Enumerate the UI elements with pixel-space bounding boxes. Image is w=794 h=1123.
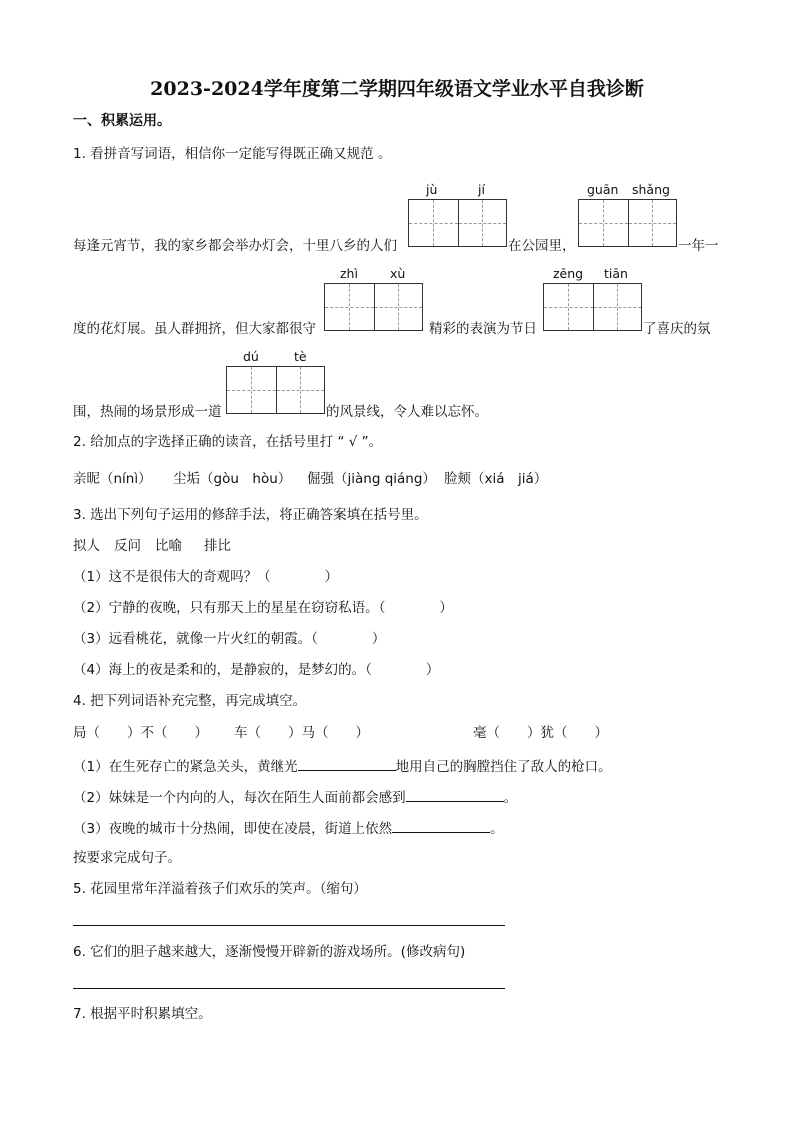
q1-text: 了喜庆的氛 <box>643 321 711 337</box>
answer-line[interactable] <box>73 925 505 926</box>
q3-prompt: 3. 选出下列句子运用的修辞手法，将正确答案填在括号里。 <box>73 507 428 523</box>
q7-prompt: 7. 根据平时积累填空。 <box>73 1006 212 1022</box>
section-heading: 一、积累运用。 <box>73 113 171 129</box>
pinyin-label: jí <box>478 182 485 197</box>
q2-item[interactable]: 脸颊（xiá jiá） <box>444 471 548 487</box>
q2-item[interactable]: 倔强（jiàng qiáng） <box>307 471 436 487</box>
q4-idiom[interactable]: 车（ ）马（ ） <box>234 725 369 741</box>
q4-item-text: （1）在生死存亡的紧急关头，黄继光 <box>73 759 298 775</box>
q1-prompt: 1. 看拼音写词语，相信你一定能写得既正确又规范 。 <box>73 146 392 162</box>
instruction-note: 按要求完成句子。 <box>73 850 181 866</box>
q3-item[interactable]: （4）海上的夜是柔和的，是静寂的，是梦幻的。（ ） <box>73 662 440 678</box>
writing-grid-5[interactable] <box>226 366 325 414</box>
pinyin-label: tè <box>294 349 307 364</box>
q1-text: 一年一 <box>678 238 719 254</box>
q3-item[interactable]: （1）这不是很伟大的奇观吗？（ ） <box>73 569 339 585</box>
q4-item-text: 。 <box>503 790 518 806</box>
q4-idiom[interactable]: 毫（ ）犹（ ） <box>473 725 608 741</box>
q4-item-text: （3）夜晚的城市十分热闹，即使在凌晨，街道上依然 <box>73 821 393 837</box>
q4-item <box>73 818 504 838</box>
q4-prompt: 4. 把下列词语补充完整，再完成填空。 <box>73 693 307 709</box>
q3-option: 拟人 <box>73 538 100 554</box>
q3-option: 比喻 <box>155 538 182 554</box>
q3-option: 排比 <box>204 538 231 554</box>
q1-text: 每逢元宵节，我的家乡都会举办灯会，十里八乡的人们 <box>73 238 397 254</box>
q1-text: 精彩的表演为节日 <box>429 321 537 337</box>
q4-item-text: 。 <box>490 821 504 837</box>
pinyin-label: xù <box>390 266 406 281</box>
pinyin-label: shǎng <box>632 182 670 197</box>
q3-item[interactable]: （2）宁静的夜晚，只有那天上的星星在窃窃私语。（ ） <box>73 600 453 616</box>
q4-item-text: 地用自己的胸膛挡住了敌人的枪口。 <box>395 759 612 775</box>
writing-grid-4[interactable] <box>543 283 642 331</box>
writing-grid-1[interactable] <box>408 199 507 247</box>
q1-text: 在公园里， <box>508 238 576 254</box>
writing-grid-3[interactable] <box>324 283 423 331</box>
q4-item <box>73 756 612 776</box>
q4-item <box>73 787 517 807</box>
pinyin-label: guān <box>587 182 619 197</box>
q1-text: 度的花灯展。虽人群拥挤，但大家都很守 <box>73 321 316 337</box>
pinyin-label: jù <box>426 182 438 197</box>
pinyin-label: zēng <box>553 266 584 281</box>
q4-item-text: （2）妹妹是一个内向的人，每次在陌生人面前都会感到 <box>73 790 406 806</box>
q2-item[interactable]: 尘垢（gòu hòu） <box>173 471 292 487</box>
q3-item[interactable]: （3）远看桃花，就像一片火红的朝霞。（ ） <box>73 631 386 647</box>
q3-option: 反问 <box>114 538 141 554</box>
q1-text: 的风景线，令人难以忘怀。 <box>326 404 488 420</box>
answer-blank[interactable] <box>406 787 504 802</box>
q2-prompt: 2. 给加点的字选择正确的读音，在括号里打 “ √ ”。 <box>73 434 383 450</box>
q2-item[interactable]: 亲昵（nínì） <box>73 471 152 487</box>
page-title: 2023-2024学年度第二学期四年级语文学业水平自我诊断 <box>150 78 644 100</box>
q1-text: 围，热闹的场景形成一道 <box>73 404 222 420</box>
answer-blank[interactable] <box>298 756 396 771</box>
q5-prompt: 5. 花园里常年洋溢着孩子们欢乐的笑声。（缩句） <box>73 881 367 897</box>
pinyin-label: tiān <box>604 266 628 281</box>
q6-prompt: 6. 它们的胆子越来越大，逐渐慢慢开辟新的游戏场所。(修改病句) <box>73 944 466 960</box>
answer-blank[interactable] <box>392 818 490 833</box>
writing-grid-2[interactable] <box>578 199 677 247</box>
q4-idiom[interactable]: 局（ ）不（ ） <box>73 725 208 741</box>
answer-line[interactable] <box>73 988 505 989</box>
pinyin-label: zhì <box>340 266 358 281</box>
pinyin-label: dú <box>243 349 259 364</box>
